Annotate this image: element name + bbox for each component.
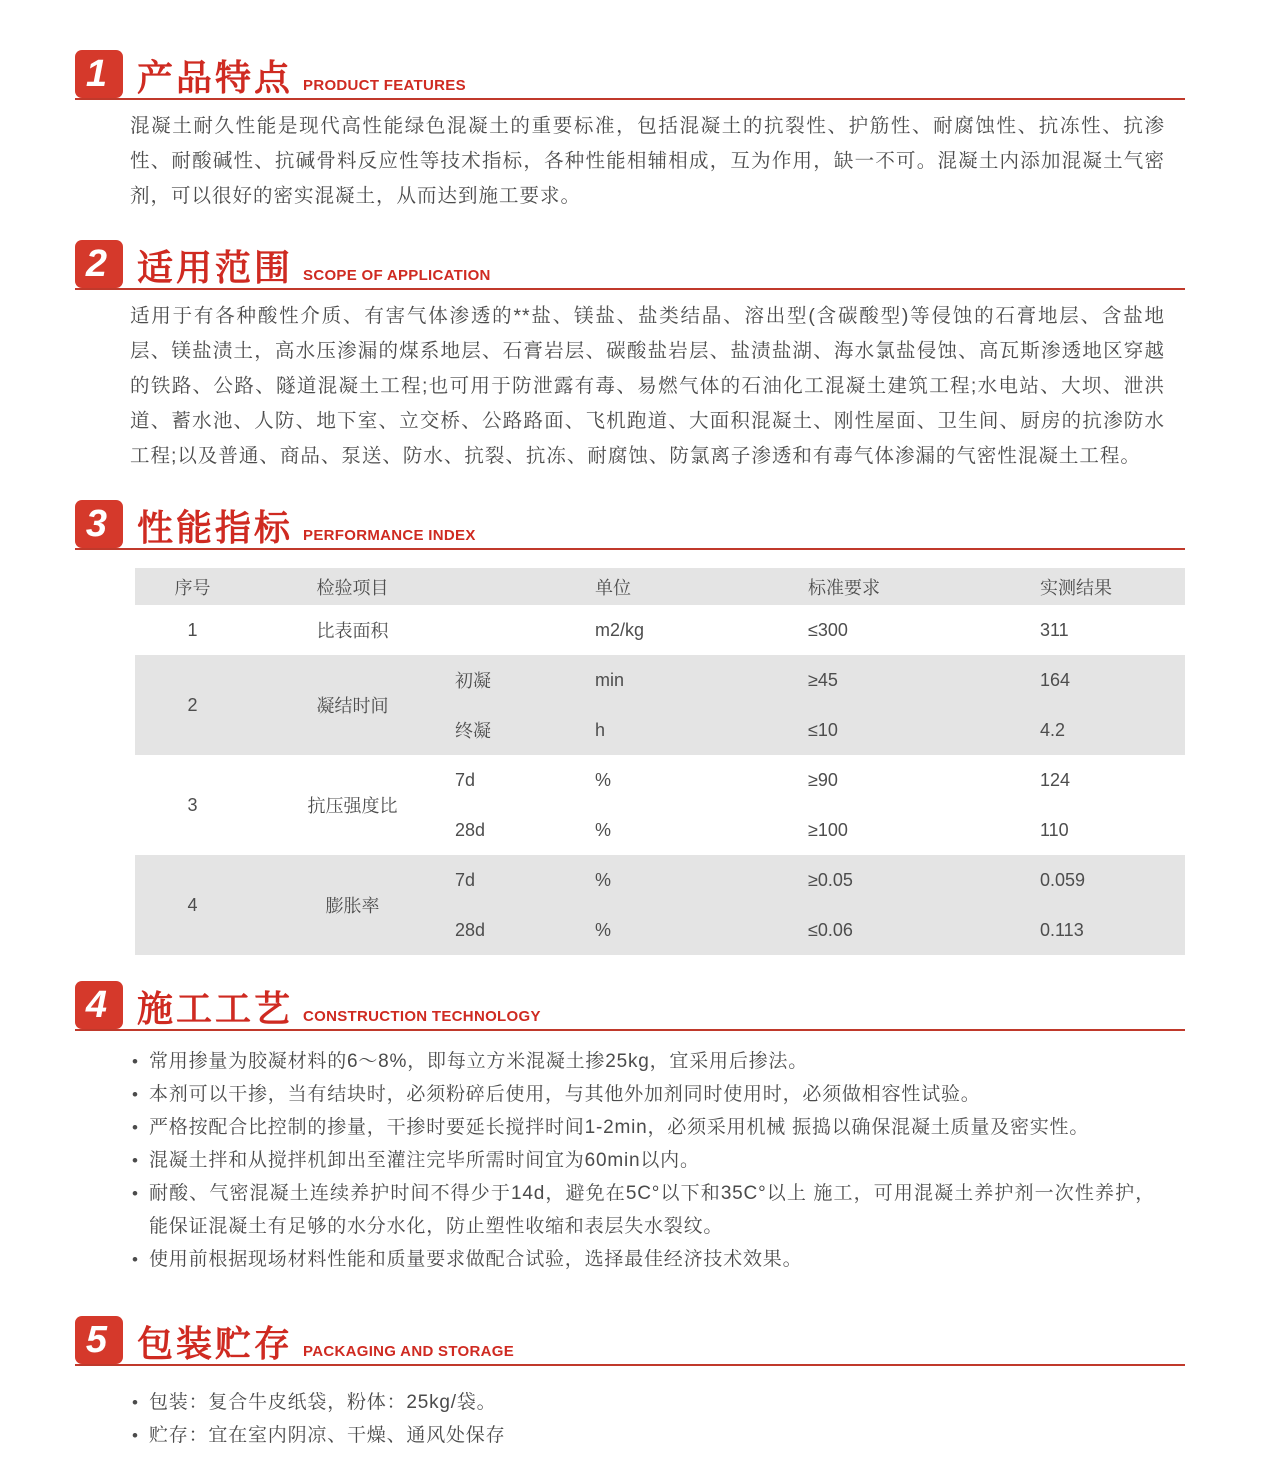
col-header-unit: 单位	[595, 577, 631, 598]
section-subtitle: PACKAGING AND STORAGE	[303, 1343, 515, 1360]
section-underline-rule	[75, 288, 1185, 290]
section-number-badge: 5	[75, 1316, 123, 1364]
bullet-item	[130, 1243, 1155, 1276]
section-title: 包装贮存	[137, 1323, 294, 1364]
cell-unit: %	[595, 769, 612, 790]
cell-result: 110	[1040, 819, 1069, 840]
col-header-item: 检验项目	[316, 577, 389, 598]
cell-result: 124	[1040, 769, 1071, 790]
section-number-badge: 2	[75, 240, 123, 288]
table-row	[135, 855, 1185, 905]
section-underline-rule	[75, 1029, 1185, 1031]
cell-sub: 7d	[455, 769, 476, 790]
section-performance-index	[75, 500, 1185, 955]
col-header-sub	[455, 568, 595, 605]
bullet-text: 贮存：宜在室内阴凉、干燥、通风处保存	[149, 1425, 506, 1446]
cell-unit: %	[595, 919, 612, 940]
section-underline-rule	[75, 548, 1185, 550]
section-title: 产品特点	[137, 57, 294, 98]
table-row	[135, 755, 1185, 805]
cell-result: 164	[1040, 669, 1071, 690]
section-header	[75, 50, 1185, 98]
bullet-text: 常用掺量为胶凝材料的6～8%，即每立方米混凝土掺25kg，宜采用后掺法。	[149, 1051, 809, 1072]
cell-no: 1	[187, 619, 198, 640]
cell-standard: ≤10	[808, 719, 838, 740]
cell-standard: ≥90	[808, 769, 838, 790]
cell-item: 凝结时间	[316, 696, 389, 716]
bullet-icon: •	[132, 1151, 139, 1170]
bullet-text: 严格按配合比控制的掺量，干掺时要延长搅拌时间1-2min，必须采用机械 振捣以确保混凝土质量及密实性。	[149, 1117, 1090, 1138]
bullet-icon: •	[132, 1118, 139, 1137]
cell-unit: %	[595, 819, 612, 840]
table-header-row	[135, 568, 1185, 605]
section-title: 性能指标	[137, 507, 294, 548]
cell-standard: ≥0.05	[808, 869, 853, 890]
cell-standard: ≤0.06	[808, 919, 853, 940]
cell-standard: ≥45	[808, 669, 838, 690]
section-scope-of-application	[75, 240, 1185, 474]
cell-item: 膨胀率	[325, 896, 380, 916]
cell-unit: %	[595, 869, 612, 890]
section-title: 适用范围	[137, 247, 294, 288]
cell-sub: 终凝	[455, 721, 491, 741]
bullet-item	[130, 1177, 1155, 1243]
bullet-icon: •	[132, 1426, 139, 1445]
table-row	[135, 655, 1185, 705]
section-packaging-and-storage	[75, 1316, 1185, 1452]
cell-sub: 初凝	[455, 671, 491, 691]
section-header	[75, 981, 1185, 1029]
col-header-result: 实测结果	[1040, 577, 1112, 598]
section-number-badge: 1	[75, 50, 123, 98]
cell-no: 2	[187, 694, 198, 715]
cell-result: 311	[1040, 619, 1069, 640]
cell-unit: min	[595, 669, 625, 690]
cell-sub	[455, 605, 595, 655]
section-product-features	[75, 50, 1185, 214]
section-header	[75, 240, 1185, 288]
cell-result: 0.113	[1040, 919, 1084, 940]
cell-no: 3	[187, 794, 198, 815]
bullet-item	[130, 1111, 1155, 1144]
bullet-text: 包装：复合牛皮纸袋，粉体：25kg/袋。	[149, 1392, 497, 1413]
bullet-text: 耐酸、气密混凝土连续养护时间不得少于14d，避免在5C°以下和35C°以上 施工，可用混凝土养护剂一次性养护，能保证混凝土有足够的水分水化，防止塑性收缩和表层失水裂纹。	[149, 1183, 1155, 1237]
cell-unit: m2/kg	[595, 619, 645, 640]
section-construction-technology	[75, 981, 1185, 1276]
section-paragraph: 适用于有各种酸性介质、有害气体渗透的**盐、镁盐、盐类结晶、溶出型(含碳酸型)等侵蚀的石膏地层、含盐地层、镁盐渍土，高水压渗漏的煤系地层、石膏岩层、碳酸盐岩层、盐渍盐湖、海水氯盐侵蚀、高瓦斯渗透地区穿越的铁路、公路、隧道混凝土工程;也可用于防泄露有毒、易燃气体的石油化工混凝土建筑工程;水电站、大坝、泄洪道、蓄水池、人防、地下室、立交桥、公路路面、飞机跑道、大面积混凝土、刚性屋面、卫生间、厨房的抗渗防水工程;以及普通、商品、泵送、防水、抗裂、抗冻、耐腐蚀、防氯离子渗透和有毒气体渗漏的气密性混凝土工程。	[130, 305, 1165, 467]
performance-table	[135, 568, 1185, 955]
col-header-no: 序号	[174, 577, 211, 598]
cell-sub: 7d	[455, 869, 476, 890]
section-header	[75, 500, 1185, 548]
bullet-icon: •	[132, 1184, 139, 1203]
section-number-badge: 4	[75, 981, 123, 1029]
table-row	[135, 605, 1185, 655]
bullet-item	[130, 1045, 1155, 1078]
col-header-standard: 标准要求	[808, 577, 880, 598]
bullet-list	[75, 1045, 1185, 1276]
bullet-text: 使用前根据现场材料性能和质量要求做配合试验，选择最佳经济技术效果。	[149, 1249, 803, 1270]
section-title: 施工工艺	[137, 988, 294, 1029]
cell-unit: h	[595, 719, 606, 740]
section-number-badge: 3	[75, 500, 123, 548]
cell-standard: ≥100	[808, 819, 848, 840]
bullet-text: 本剂可以干掺，当有结块时，必须粉碎后使用，与其他外加剂同时使用时，必须做相容性试验。	[149, 1084, 981, 1105]
section-paragraph: 混凝土耐久性能是现代高性能绿色混凝土的重要标准，包括混凝土的抗裂性、护筋性、耐腐蚀性、抗冻性、抗渗性、耐酸碱性、抗碱骨料反应性等技术指标，各种性能相辅相成，互为作用，缺一不可。混凝土内添加混凝土气密剂，可以很好的密实混凝土，从而达到施工要求。	[130, 115, 1165, 207]
cell-standard: ≤300	[808, 619, 848, 640]
bullet-icon: •	[132, 1250, 139, 1269]
section-underline-rule	[75, 98, 1185, 100]
bullet-item	[130, 1144, 1155, 1177]
bullet-icon: •	[132, 1085, 139, 1104]
section-subtitle: CONSTRUCTION TECHNOLOGY	[303, 1008, 541, 1025]
bullet-icon: •	[132, 1052, 139, 1071]
bullet-text: 混凝土拌和从搅拌机卸出至灌注完毕所需时间宜为60min以内。	[149, 1150, 700, 1171]
cell-result: 4.2	[1040, 719, 1066, 740]
section-subtitle: SCOPE OF APPLICATION	[303, 267, 491, 284]
cell-sub: 28d	[455, 919, 486, 940]
section-subtitle: PERFORMANCE INDEX	[303, 527, 476, 544]
bullet-item	[130, 1419, 1155, 1452]
bullet-item	[130, 1386, 1155, 1419]
cell-sub: 28d	[455, 819, 486, 840]
section-subtitle: PRODUCT FEATURES	[303, 77, 466, 94]
cell-item: 比表面积	[316, 621, 389, 641]
bullet-list	[75, 1386, 1185, 1452]
section-underline-rule	[75, 1364, 1185, 1366]
bullet-icon: •	[132, 1393, 139, 1412]
cell-item: 抗压强度比	[307, 796, 398, 816]
cell-result: 0.059	[1040, 869, 1086, 890]
bullet-item	[130, 1078, 1155, 1111]
cell-no: 4	[187, 894, 198, 915]
section-header	[75, 1316, 1185, 1364]
